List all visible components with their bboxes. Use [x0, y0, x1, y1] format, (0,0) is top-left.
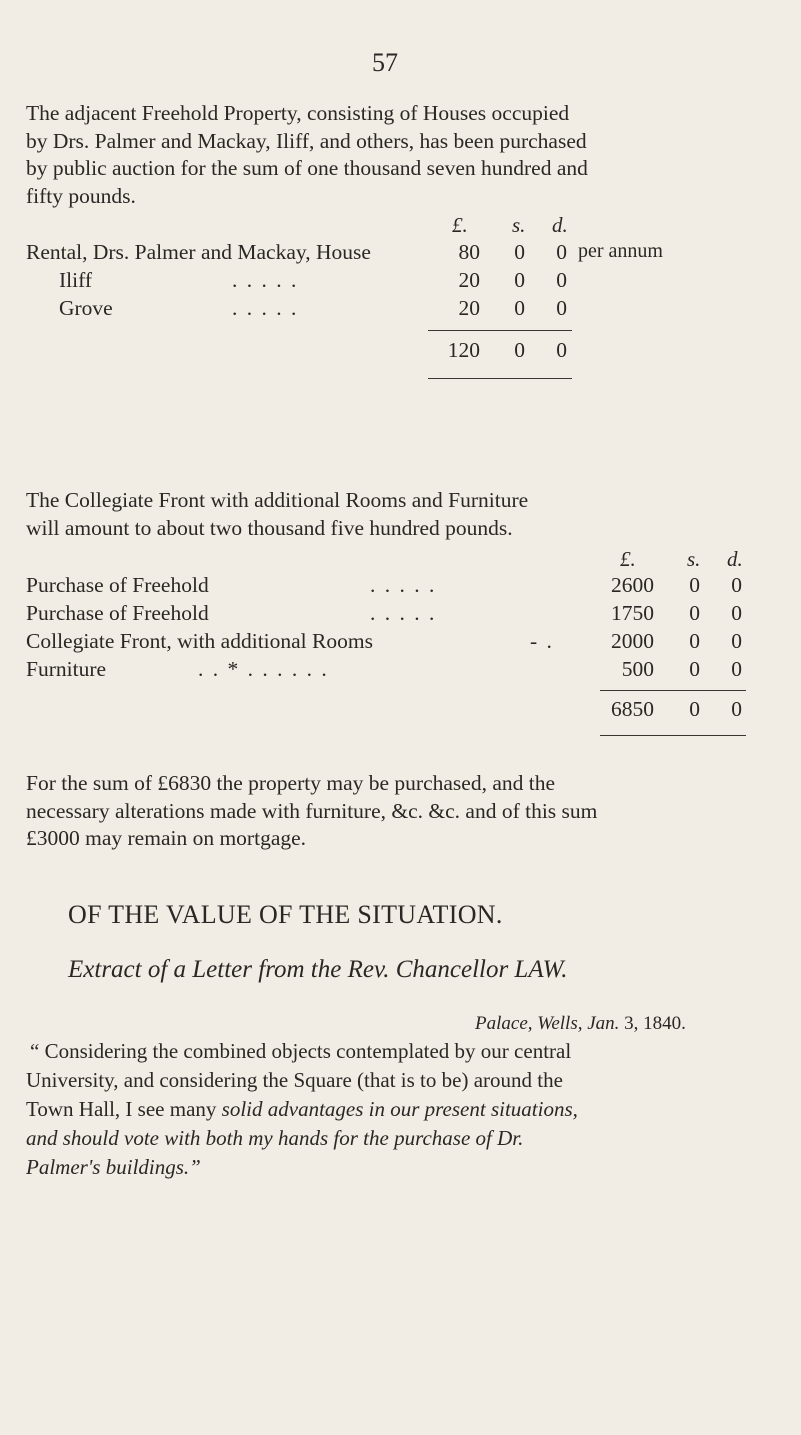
- collegiate-line: will amount to about two thousand five hundred pounds.: [26, 515, 513, 540]
- intro-line: fifty pounds.: [26, 183, 136, 208]
- rental-row-pence: 0: [556, 296, 567, 320]
- purchase-row-label: Collegiate Front, with additional Rooms: [26, 629, 373, 653]
- rental-total-shillings: 0: [514, 338, 525, 362]
- total-rule: [428, 378, 572, 379]
- leader-dots: - .: [530, 629, 554, 653]
- pence-header: d.: [727, 547, 743, 571]
- rental-row-label: Rental, Drs. Palmer and Mackay, House: [26, 240, 371, 264]
- intro-line: by Drs. Palmer and Mackay, Iliff, and others, has been purchased: [26, 128, 587, 153]
- sum-rule: [600, 690, 746, 691]
- purchase-row-shillings: 0: [689, 601, 700, 625]
- rental-row-shillings: 0: [514, 240, 525, 264]
- purchase-total-pence: 0: [731, 697, 742, 721]
- purchase-row-pence: 0: [731, 657, 742, 681]
- purchase-row-label: Purchase of Freehold: [26, 573, 209, 597]
- purchase-total-pounds: 6850: [611, 697, 654, 721]
- intro-line: The adjacent Freehold Property, consisting of Houses occupied: [26, 101, 570, 125]
- pence-header: d.: [552, 213, 568, 237]
- dateline-date: 3, 1840.: [624, 1013, 686, 1034]
- intro-line: by public auction for the sum of one thousand seven hundred and: [26, 156, 588, 180]
- quote-line: “ Considering the combined objects contemplated by our central: [30, 1039, 572, 1063]
- quote-line: University, and considering the Square (that is to be) around the: [26, 1068, 563, 1092]
- sum-line: For the sum of £6830 the property may be purchased, and the: [26, 771, 556, 795]
- shillings-header: s.: [687, 547, 701, 571]
- rental-total-pence: 0: [556, 338, 567, 362]
- intro-paragraph: [26, 100, 766, 210]
- rental-row-pounds: 20: [458, 268, 480, 292]
- per-annum-note: per annum: [578, 240, 663, 262]
- quote-emphasis: solid advantages in our present situations,: [221, 1097, 578, 1121]
- leader-dots: . . * . . . . . .: [198, 657, 329, 681]
- leader-dots: . . . . .: [370, 573, 437, 597]
- quote-line: Palmer's buildings.”: [26, 1155, 201, 1179]
- purchase-row-label: Purchase of Freehold: [26, 601, 209, 625]
- letter-quote: [26, 1037, 766, 1182]
- pounds-header: £.: [620, 547, 636, 571]
- rental-total-pounds: 120: [447, 338, 480, 362]
- purchase-row-pounds: 2600: [611, 573, 654, 597]
- rental-row-pence: 0: [556, 240, 567, 264]
- rental-row-shillings: 0: [514, 296, 525, 320]
- purchase-row-shillings: 0: [689, 657, 700, 681]
- quote-line: [26, 1095, 766, 1124]
- rental-row-pounds: 20: [458, 296, 480, 320]
- section-heading: OF THE VALUE OF THE SITUATION.: [68, 900, 503, 929]
- sum-line: necessary alterations made with furniture, &c. &c. and of this sum: [26, 798, 598, 823]
- rental-row-pounds: 80: [458, 240, 480, 264]
- sum-paragraph: [26, 770, 766, 853]
- purchase-row-label: Furniture: [26, 657, 107, 681]
- leader-dots: . . . . .: [232, 296, 299, 320]
- pounds-header: £.: [452, 213, 468, 237]
- purchase-row-pounds: 1750: [611, 601, 654, 625]
- purchase-row-pounds: 2000: [611, 629, 654, 653]
- rental-row-pence: 0: [556, 268, 567, 292]
- sum-line: £3000 may remain on mortgage.: [26, 826, 307, 850]
- purchase-row-pounds: 500: [621, 657, 654, 681]
- leader-dots: . . . . .: [232, 268, 299, 292]
- purchase-row-pence: 0: [731, 573, 742, 597]
- purchase-total-shillings: 0: [689, 697, 700, 721]
- page-number: 57: [372, 48, 398, 77]
- rental-row-label: Grove: [59, 296, 113, 320]
- purchase-row-shillings: 0: [689, 629, 700, 653]
- rental-row-label: Iliff: [59, 268, 93, 292]
- purchase-row-pence: 0: [731, 601, 742, 625]
- extract-title: Extract of a Letter from the Rev. Chancellor LAW.: [68, 956, 568, 983]
- total-rule: [600, 735, 746, 736]
- collegiate-paragraph: [26, 487, 766, 542]
- sum-rule: [428, 330, 572, 331]
- quote-line: and should vote with both my hands for the purchase of Dr.: [26, 1126, 524, 1150]
- collegiate-line: The Collegiate Front with additional Rooms and Furniture: [26, 488, 529, 512]
- dateline-place: Palace, Wells, Jan.: [475, 1013, 620, 1034]
- dateline: [475, 1013, 686, 1035]
- shillings-header: s.: [512, 213, 526, 237]
- quote-text: Town Hall, I see many: [26, 1097, 222, 1121]
- purchase-row-pence: 0: [731, 629, 742, 653]
- leader-dots: . . . . .: [370, 601, 437, 625]
- rental-row-shillings: 0: [514, 268, 525, 292]
- purchase-row-shillings: 0: [689, 573, 700, 597]
